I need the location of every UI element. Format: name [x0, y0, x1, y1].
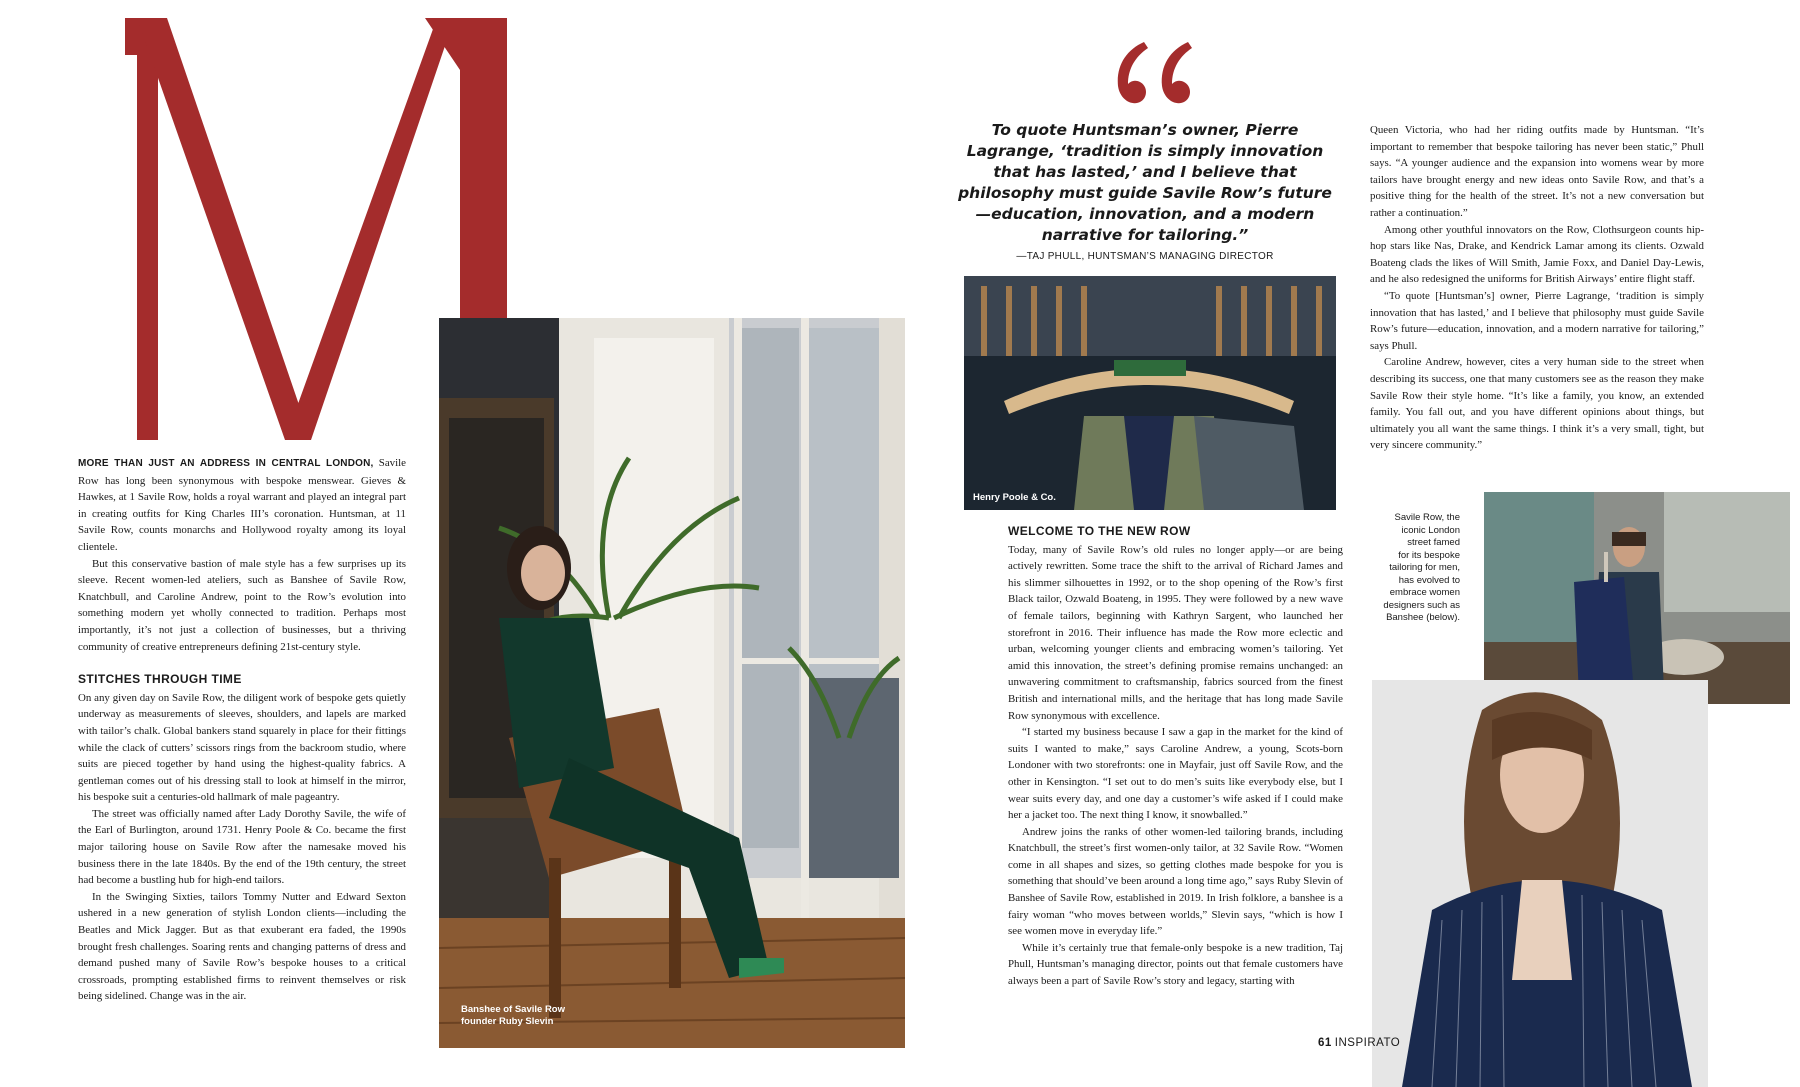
- lead-in-caps: MORE THAN JUST AN ADDRESS IN CENTRAL LONDON,: [78, 458, 374, 469]
- paragraph: Queen Victoria, who had her riding outfits made by Huntsman. “It’s important to remember that bespoke tailoring has never been static,” Phull says. “A younger audience and the expansion into womens wear by more tailors have brought energy and new ideas onto Savile Row, and that’s a positive thing for the health of the street. It’s not a new conversation but rather a continuation.”: [1370, 124, 1704, 219]
- section-heading: WELCOME TO THE NEW ROW: [1008, 524, 1191, 538]
- paragraph: Caroline Andrew, however, cites a very human side to the street when describing its success, one that many customers see as the reason they make Savile Row their style home. “It’s like a family, you know, an extended family. You fall out, and you have different opinions about things, but ultimately you all want the same things. I think it’s a very small, tight, but very sincere community.”: [1370, 356, 1704, 452]
- paragraph: “To quote [Huntsman’s] owner, Pierre Lagrange, ‘tradition is simply innovation that has lasted,’ and I believe that philosophy must guide Savile Row’s future—education, innovation, and a modern narrative for tailoring,” says Phull.: [1370, 289, 1704, 352]
- paragraph: The street was officially named after Lady Dorothy Savile, the wife of the Earl of Burlington, around 1731. Henry Poole & Co. became the first major tailoring house on Savile Row after the namesake moved his business there in the late 1840s. By the end of the 19th century, the street had become a bustling hub for high-end tailors.: [78, 807, 406, 887]
- caption-line: Banshee (below).: [1386, 612, 1460, 623]
- photo-woman-pinstripe-suit: [1372, 680, 1708, 1087]
- paragraph: Savile Row has long been synonymous with bespoke menswear. Gieves & Hawkes, at 1 Savile Row, holds a royal warrant and played an integral part in creating outfits for King Charles III’s coronation. Huntsman, at 11 Savile Row, counts monarchs and Hollywood royalty among its loyal clientele.: [78, 457, 406, 553]
- caption-line: tailoring for men,: [1389, 562, 1460, 573]
- caption-line: street famed: [1407, 537, 1460, 548]
- photo-caption: Henry Poole & Co.: [973, 492, 1056, 503]
- photo-tailor-workshop: [1484, 492, 1790, 704]
- caption-line: iconic London: [1401, 524, 1460, 536]
- side-caption: [1368, 512, 1460, 625]
- magazine-name: INSPIRATO: [1334, 1037, 1401, 1049]
- right-text-column: [1370, 122, 1704, 454]
- caption-line: for its bespoke: [1398, 549, 1460, 561]
- pull-quote-attribution: —TAJ PHULL, HUNTSMAN’S MANAGING DIRECTOR: [1016, 251, 1274, 262]
- pull-quote-text: To quote Huntsman’s owner, Pierre Lagrange, ‘tradition is simply innovation that has lasted,’ and I believe that philosophy must guide Savile Row’s future—education, innovation, and a modern narrative for tailoring.”: [958, 121, 1332, 244]
- paragraph: “I started my business because I saw a gap in the market for the kind of suits I wanted to make,” says Caroline Andrew, a young, Scots-born Londoner with two storefronts: one in Mayfair, just off Savile Row, and the other in Kensington. “I set out to do men’s suits like everybody else, but I wear suits every day, and one day a customer’s wife asked if I could make her a jacket too. The next thing I know, it snowballed.”: [1008, 726, 1343, 822]
- photo-illustration: [1484, 492, 1790, 704]
- page-folio: [1318, 1037, 1400, 1049]
- quote-mark-icon: [1110, 38, 1192, 110]
- photo-ruby-slevin: [439, 318, 905, 1048]
- paragraph: On any given day on Savile Row, the diligent work of bespoke gets quietly underway as measurements of sleeves, shoulders, and lapels are marked with tailor’s chalk. Global bankers stand squarely in place for their fittings while the clack of cutters’ scissors rings from the backroom studio, where suits are pieced together by hand using the highest-quality fabrics. A gentleman comes out of his dressing stall to look at himself in the mirror, his bespoke suit a centuries-old hallmark of male pageantry.: [78, 691, 406, 804]
- caption-line: Banshee of Savile Row: [461, 1004, 566, 1015]
- left-text-column: [78, 455, 406, 1005]
- photo-illustration: [1372, 680, 1708, 1087]
- caption-line: Savile Row, the: [1394, 512, 1460, 523]
- paragraph: But this conservative bastion of male style has a few surprises up its sleeve. Recent women-led ateliers, such as Banshee of Savile Row, Knatchbull, and Caroline Andrew, point to the Row’s evolution into something modern yet wholly connected to tradition. Perhaps most importantly, it’s not just a collection of businesses, but a thriving community of creative entrepreneurs defining 21st-century style.: [78, 557, 406, 653]
- caption-line: embrace women: [1389, 587, 1460, 598]
- page-number: 61: [1318, 1037, 1332, 1049]
- paragraph: Among other youthful innovators on the Row, Clothsurgeon counts hip-hop stars like Nas, Drake, and Kendrick Lamar among its clients. Ozwald Boateng clads the likes of Will Smith, Jamie Foxx, and Daniel Day-Lewis, and he also redesigned the uniforms for British Airways’ entire flight staff.: [1370, 223, 1704, 286]
- photo-caption: [461, 1004, 565, 1028]
- caption-line: designers such as: [1383, 599, 1460, 611]
- paragraph: In the Swinging Sixties, tailors Tommy Nutter and Edward Sexton ushered in a new generation of stylish London clients—including the Beatles and Mick Jagger. But as that exuberant era faded, the 1990s brought fresh challenges. Soaring rents and changing patterns of dress and demand pushed many of Savile Row’s bespoke houses to a critical crossroads, prompting established firms to reinvent themselves or risk being sidelined. Change was in the air.: [78, 890, 406, 1003]
- middle-text-column: [1008, 523, 1343, 990]
- caption-line: founder Ruby Slevin: [461, 1016, 554, 1027]
- photo-henry-poole-hangers: [964, 276, 1336, 510]
- caption-line: has evolved to: [1398, 574, 1460, 586]
- paragraph: Today, many of Savile Row’s old rules no longer apply—or are being actively rewritten. Some trace the shift to the arrival of Richard James and his slimmer silhouettes in 1992, or to the shop opening of the Row’s first Black tailor, Ozwald Boateng, in 1995. They were followed by a new wave of female tailors, beginning with Kathryn Sargent, who launched her storefront in 2016. Their influence has made the Row more eclectic and urban, welcoming younger clients and embracing women’s tailoring. Yet amid this innovation, the street’s defining promise remains unchanged: an unwavering commitment to craftsmanship, fabrics sourced from the finest British and international mills, and the heritage that has long made Savile Row synonymous with excellence.: [1008, 543, 1343, 722]
- paragraph: While it’s certainly true that female-only bespoke is a new tradition, Taj Phull, Huntsman’s managing director, points out that female customers have always been a part of Savile Row’s story and legacy, starting with: [1008, 941, 1343, 988]
- paragraph: Andrew joins the ranks of other women-led tailoring brands, including Knatchbull, the street’s first women-only tailor, at 32 Savile Row. “Women come in all shapes and sizes, so getting clothes made bespoke for you is something that should’ve been around a long time ago,” says Ruby Slevin of Banshee of Savile Row, established in 2019. In Irish folklore, a banshee is a fairy woman “who moves between worlds,” Slevin says, “which is how I see women move in everyday life.”: [1008, 825, 1343, 938]
- section-heading: STITCHES THROUGH TIME: [78, 672, 242, 687]
- photo-illustration: [964, 276, 1336, 510]
- photo-illustration: [439, 318, 905, 1048]
